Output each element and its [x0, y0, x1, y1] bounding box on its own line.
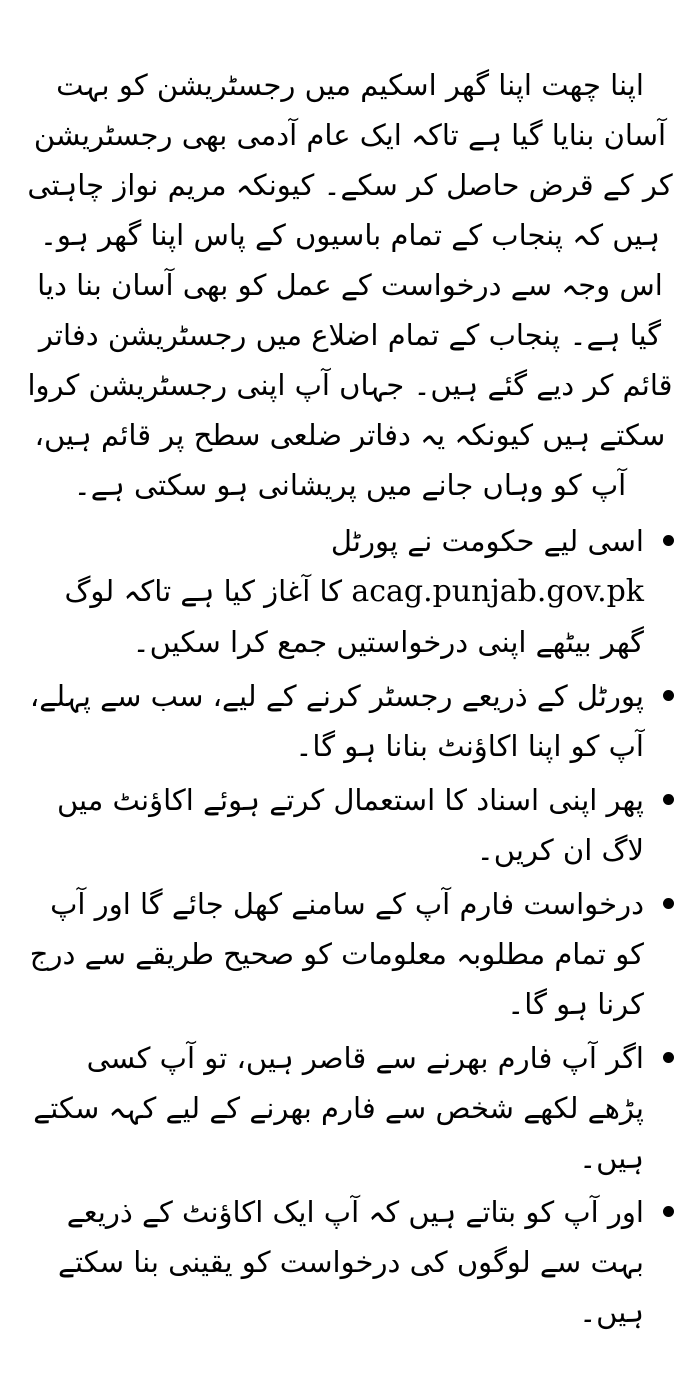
list-item-text: اور آپ کو بتاتے ہیں کہ آپ ایک اکاؤنٹ کے ذریعے بہت سے لوگوں کی درخواست کو یقینی بنا سکتے ہیں۔: [57, 1195, 644, 1329]
intro-paragraph: اپنا چھت اپنا گھر اسکیم میں رجسٹریشن کو بہت آسان بنایا گیا ہے تاکہ ایک عام آدمی بھی رجسٹریشن کر کے قرض حاصل کر سکے۔ کیونکہ مریم نواز چاہتی ہیں کہ پنجاب کے تمام باسیوں کے پاس اپنا گھر ہو۔: [27, 68, 673, 252]
list-item-text: پھر اپنی اسناد کا استعمال کرتے ہوئے اکاؤنٹ میں لاگ ان کریں۔: [56, 783, 644, 867]
list-item-text: پورٹل کے ذریعے رجسٹر کرنے کے لیے، سب سے پہلے، آپ کو اپنا اکاؤنٹ بنانا ہو گا۔: [29, 679, 644, 763]
list-item-text: درخواست فارم آپ کے سامنے کھل جائے گا اور آپ کو تمام مطلوبہ معلومات کو صحیح طریقے سے درج کرنا ہو گا۔: [29, 887, 644, 1021]
portal-url: acag.punjab.gov.pk: [351, 574, 644, 609]
steps-list: [22, 516, 678, 1337]
portal-text-before: اسی لیے حکومت نے پورٹل: [330, 524, 644, 558]
bullet-dot-icon: [663, 1206, 674, 1217]
bullet-dot-icon: [663, 794, 674, 805]
list-item-text: اگر آپ فارم بھرنے سے قاصر ہیں، تو آپ کسی پڑھے لکھے شخص سے فارم بھرنے کے لیے کہہ سکتے ہیں۔: [33, 1041, 644, 1175]
portal-text-after: کا آغاز کیا ہے تاکہ لوگ گھر بیٹھے اپنی درخواستیں جمع کرا سکیں۔: [64, 574, 644, 659]
bullet-dot-icon: [663, 898, 674, 909]
bullet-dot-icon: [663, 1052, 674, 1063]
bullet-dot-icon: [663, 690, 674, 701]
list-item: [22, 879, 644, 1029]
list-item: [22, 1187, 644, 1337]
document-body: [22, 60, 678, 1380]
list-item: [22, 1033, 644, 1183]
list-item: [22, 775, 644, 875]
bullet-dot-icon: [663, 535, 674, 546]
process-paragraph: اس وجہ سے درخواست کے عمل کو بھی آسان بنا دیا گیا ہے۔ پنجاب کے تمام اضلاع میں رجسٹریشن دفاتر قائم کر دیے گئے ہیں۔ جہاں آپ اپنی رجسٹریشن کروا سکتے ہیں کیونکہ یہ دفاتر ضلعی سطح پر قائم ہیں، آپ کو وہاں جانے میں پریشانی ہو سکتی ہے۔: [27, 268, 673, 502]
list-item: [22, 671, 644, 771]
list-item-portal: [22, 516, 644, 667]
